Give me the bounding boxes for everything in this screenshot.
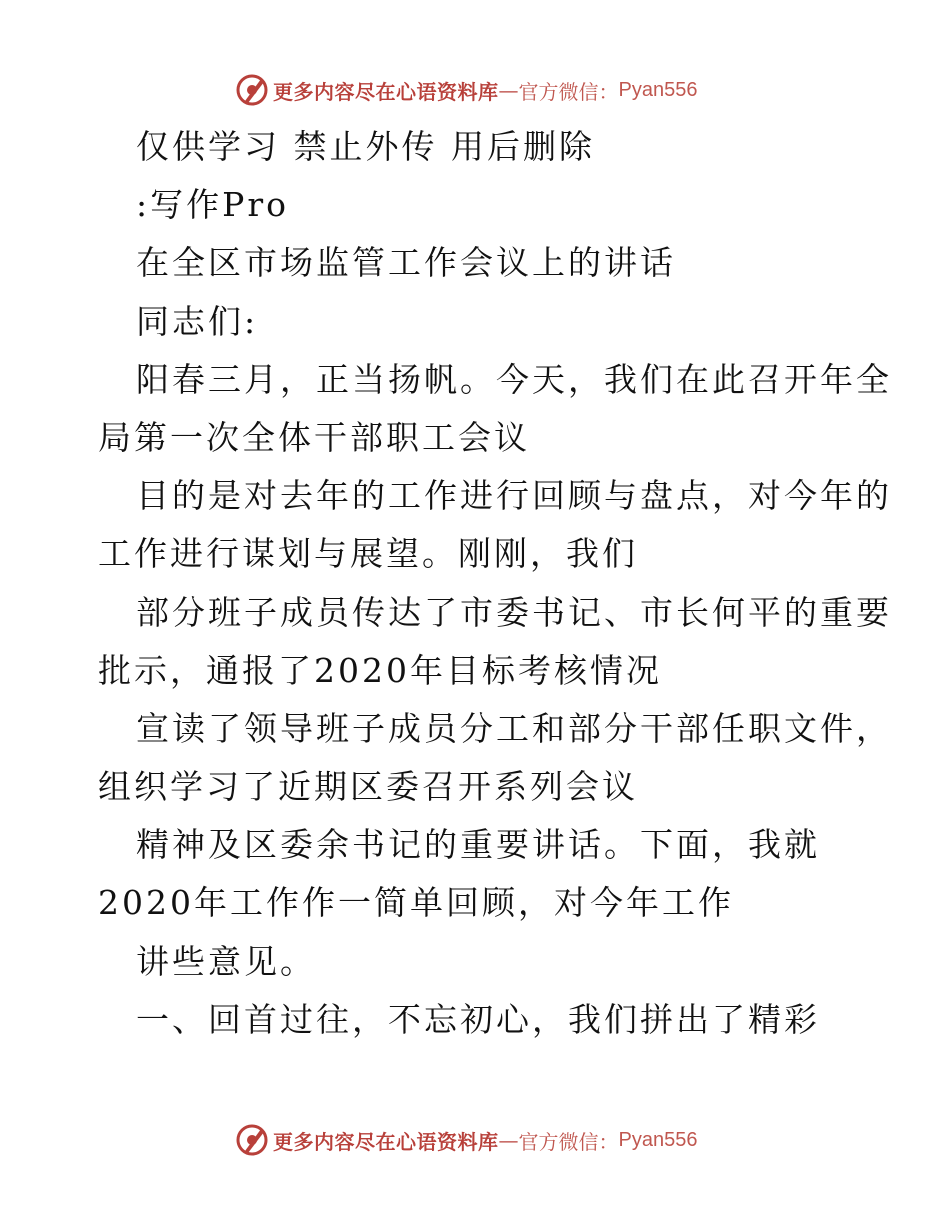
watermark-main-text: 更多内容尽在心语资料库 [273, 79, 499, 104]
watermark-main-text: 更多内容尽在心语资料库 [273, 1129, 499, 1154]
brush-logo-icon [235, 73, 269, 107]
header-watermark [235, 72, 755, 108]
body-line: 仅供学习 禁止外传 用后删除 [136, 127, 595, 166]
document-body [98, 118, 892, 1049]
brush-logo-icon [235, 1123, 269, 1157]
body-line: :写作Pro [136, 185, 289, 225]
body-line: 阳春三月，正当扬帆。今天，我们在此召开年全 [136, 359, 892, 399]
watermark-wechat-id: Pyan556 [618, 1128, 698, 1151]
section-heading: 一、回首过往，不忘初心，我们拼出了精彩 [136, 999, 820, 1039]
footer-watermark [235, 1122, 755, 1158]
body-line: 讲些意见。 [136, 941, 316, 981]
body-line: 局第一次全体干部职工会议 [98, 417, 530, 457]
body-line: 精神及区委余书记的重要讲话。下面，我就 [136, 825, 820, 865]
body-line: 部分班子成员传达了市委书记、市长何平的重要 [136, 592, 892, 632]
watermark-wechat-label: 官方微信： [518, 79, 619, 104]
salutation: 同志们: [136, 301, 259, 341]
watermark-dash: — [498, 78, 519, 102]
watermark-dash: — [498, 1128, 519, 1152]
body-line: 目的是对去年的工作进行回顾与盘点，对今年的 [136, 476, 892, 516]
watermark-wechat-label: 官方微信： [518, 1129, 619, 1154]
body-line: 组织学习了近期区委召开系列会议 [98, 767, 638, 807]
watermark-wechat-id: Pyan556 [618, 78, 698, 101]
body-line: 2020年工作作一简单回顾，对今年工作 [98, 883, 734, 923]
body-line: 宣读了领导班子成员分工和部分干部任职文件， [136, 708, 892, 748]
body-line: 工作进行谋划与展望。刚刚，我们 [98, 534, 638, 574]
document-title: 在全区市场监管工作会议上的讲话 [136, 243, 676, 283]
body-line: 批示，通报了2020年目标考核情况 [98, 650, 662, 690]
